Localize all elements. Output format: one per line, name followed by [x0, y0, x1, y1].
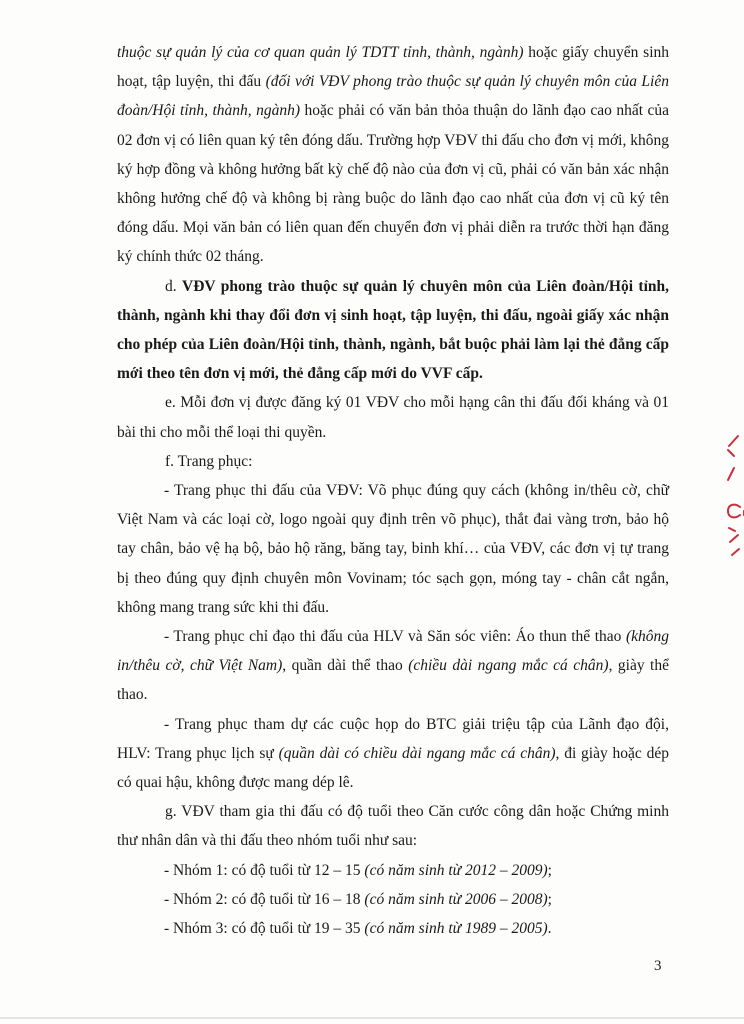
- italic-text: (đối với VĐV phong trào thuộc sự quản lý chuyên môn của Liên đoàn/Hội tỉnh, thành, ngành): [117, 73, 669, 120]
- italic-text: thuộc sự quản lý của cơ quan quản lý TDTT tỉnh, thành, ngành): [117, 44, 524, 61]
- paragraph-g: g. VĐV tham gia thi đấu có độ tuổi theo Căn cước công dân hoặc Chứng minh thư nhân dân và thi đấu theo nhóm tuổi như sau:: [117, 803, 669, 850]
- italic-text: (quần dài có chiều dài ngang mắc cá chân): [278, 744, 556, 762]
- age-group-birth-years: (có năm sinh từ 2012 – 2009): [364, 861, 548, 879]
- body-text: - Trang phục tham dự các cuộc họp do BTC giải triệu tập của Lãnh đạo đội, HLV: Trang phục lịch sự: [117, 715, 669, 762]
- red-stamp-edge-mark: [720, 432, 744, 562]
- age-group-text: - Nhóm 3: có độ tuổi từ 19 – 35: [164, 920, 365, 938]
- age-group-birth-years: (có năm sinh từ 1989 – 2005): [364, 920, 548, 938]
- age-group-end: ;: [547, 890, 552, 908]
- body-text: , đi giày hoặc dép có quai hậu, không được mang dép lê.: [117, 744, 669, 792]
- document-body: [117, 38, 669, 943]
- paragraph-f-coach-uniform: [117, 622, 669, 710]
- italic-text: (chiều dài ngang mắc cá chân): [408, 657, 609, 675]
- age-group-item: [117, 885, 669, 914]
- body-text: - Trang phục chỉ đạo thi đấu của HLV và Săn sóc viên: Áo thun thể thao: [164, 628, 626, 646]
- age-group-item: [117, 856, 669, 885]
- item-label-d: d.: [165, 277, 183, 295]
- italic-text: (không in/thêu cờ, chữ Việt Nam): [117, 628, 669, 675]
- body-text: , quần dài thể thao: [282, 657, 409, 675]
- paragraph-f-meeting-uniform: [117, 710, 669, 798]
- paragraph-f-heading: f. Trang phục:: [165, 452, 253, 470]
- age-group-end: .: [547, 920, 552, 938]
- scan-edge-line: [0, 1017, 744, 1019]
- body-text: hoặc phải có văn bản thỏa thuận do lãnh đạo cao nhất của 02 đơn vị có liên quan ký tên đóng dấu. Trường hợp VĐV thi đấu cho đơn vị mới, không ký hợp đồng và không hưởng bất kỳ chế độ nào của đơn vị cũ, phải có văn bản xác nhận không hưởng chế độ và không bị ràng buộc do lãnh đạo cao nhất của đơn vị cũ ký tên đóng dấu. Mọi văn bản có liên quan đến chuyển đơn vị phải diễn ra trước thời hạn đăng ký chính thức 02 tháng.: [117, 102, 669, 266]
- page-number: 3: [654, 958, 662, 974]
- body-text: , giày thể thao.: [117, 657, 669, 704]
- age-group-text: - Nhóm 2: có độ tuổi từ 16 – 18: [164, 890, 365, 908]
- bold-text: VĐV phong trào thuộc sự quản lý chuyên môn của Liên đoàn/Hội tỉnh, thành, ngành khi thay đổi đơn vị sinh hoạt, tập luyện, thi đấu, ngoài giấy xác nhận cho phép của Liên đoàn/Hội tỉnh, thành, ngành, bắt buộc phải làm lại thẻ đẳng cấp mới theo tên đơn vị mới, thẻ đẳng cấp mới do VVF cấp.: [117, 277, 670, 383]
- paragraph-d: [117, 272, 669, 389]
- age-group-item: [117, 914, 669, 943]
- paragraph-transfer-conditions: [117, 38, 669, 272]
- paragraph-f-athlete-uniform: - Trang phục thi đấu của VĐV: Võ phục đúng quy cách (không in/thêu cờ, chữ Việt Nam và các loại cờ, logo ngoài quy định trên võ phục), thắt đai vàng trơn, bảo hộ tay chân, bảo vệ hạ bộ, bảo hộ răng, băng tay, binh khí… của VĐV, các đơn vị tự trang bị theo đúng quy định chuyên môn Vovinam; tóc sạch gọn, móng tay - chân cắt ngắn, không mang trang sức khi thi đấu.: [117, 482, 669, 616]
- age-group-birth-years: (có năm sinh từ 2006 – 2008): [364, 890, 548, 908]
- age-group-text: - Nhóm 1: có độ tuổi từ 12 – 15: [164, 861, 365, 879]
- body-text: hoặc giấy chuyển sinh hoạt, tập luyện, thi đấu: [117, 44, 669, 91]
- age-group-end: ;: [547, 861, 552, 879]
- paragraph-e: e. Mỗi đơn vị được đăng ký 01 VĐV cho mỗi hạng cân thi đấu đối kháng và 01 bài thi cho mỗi thể loại thi quyền.: [117, 394, 669, 441]
